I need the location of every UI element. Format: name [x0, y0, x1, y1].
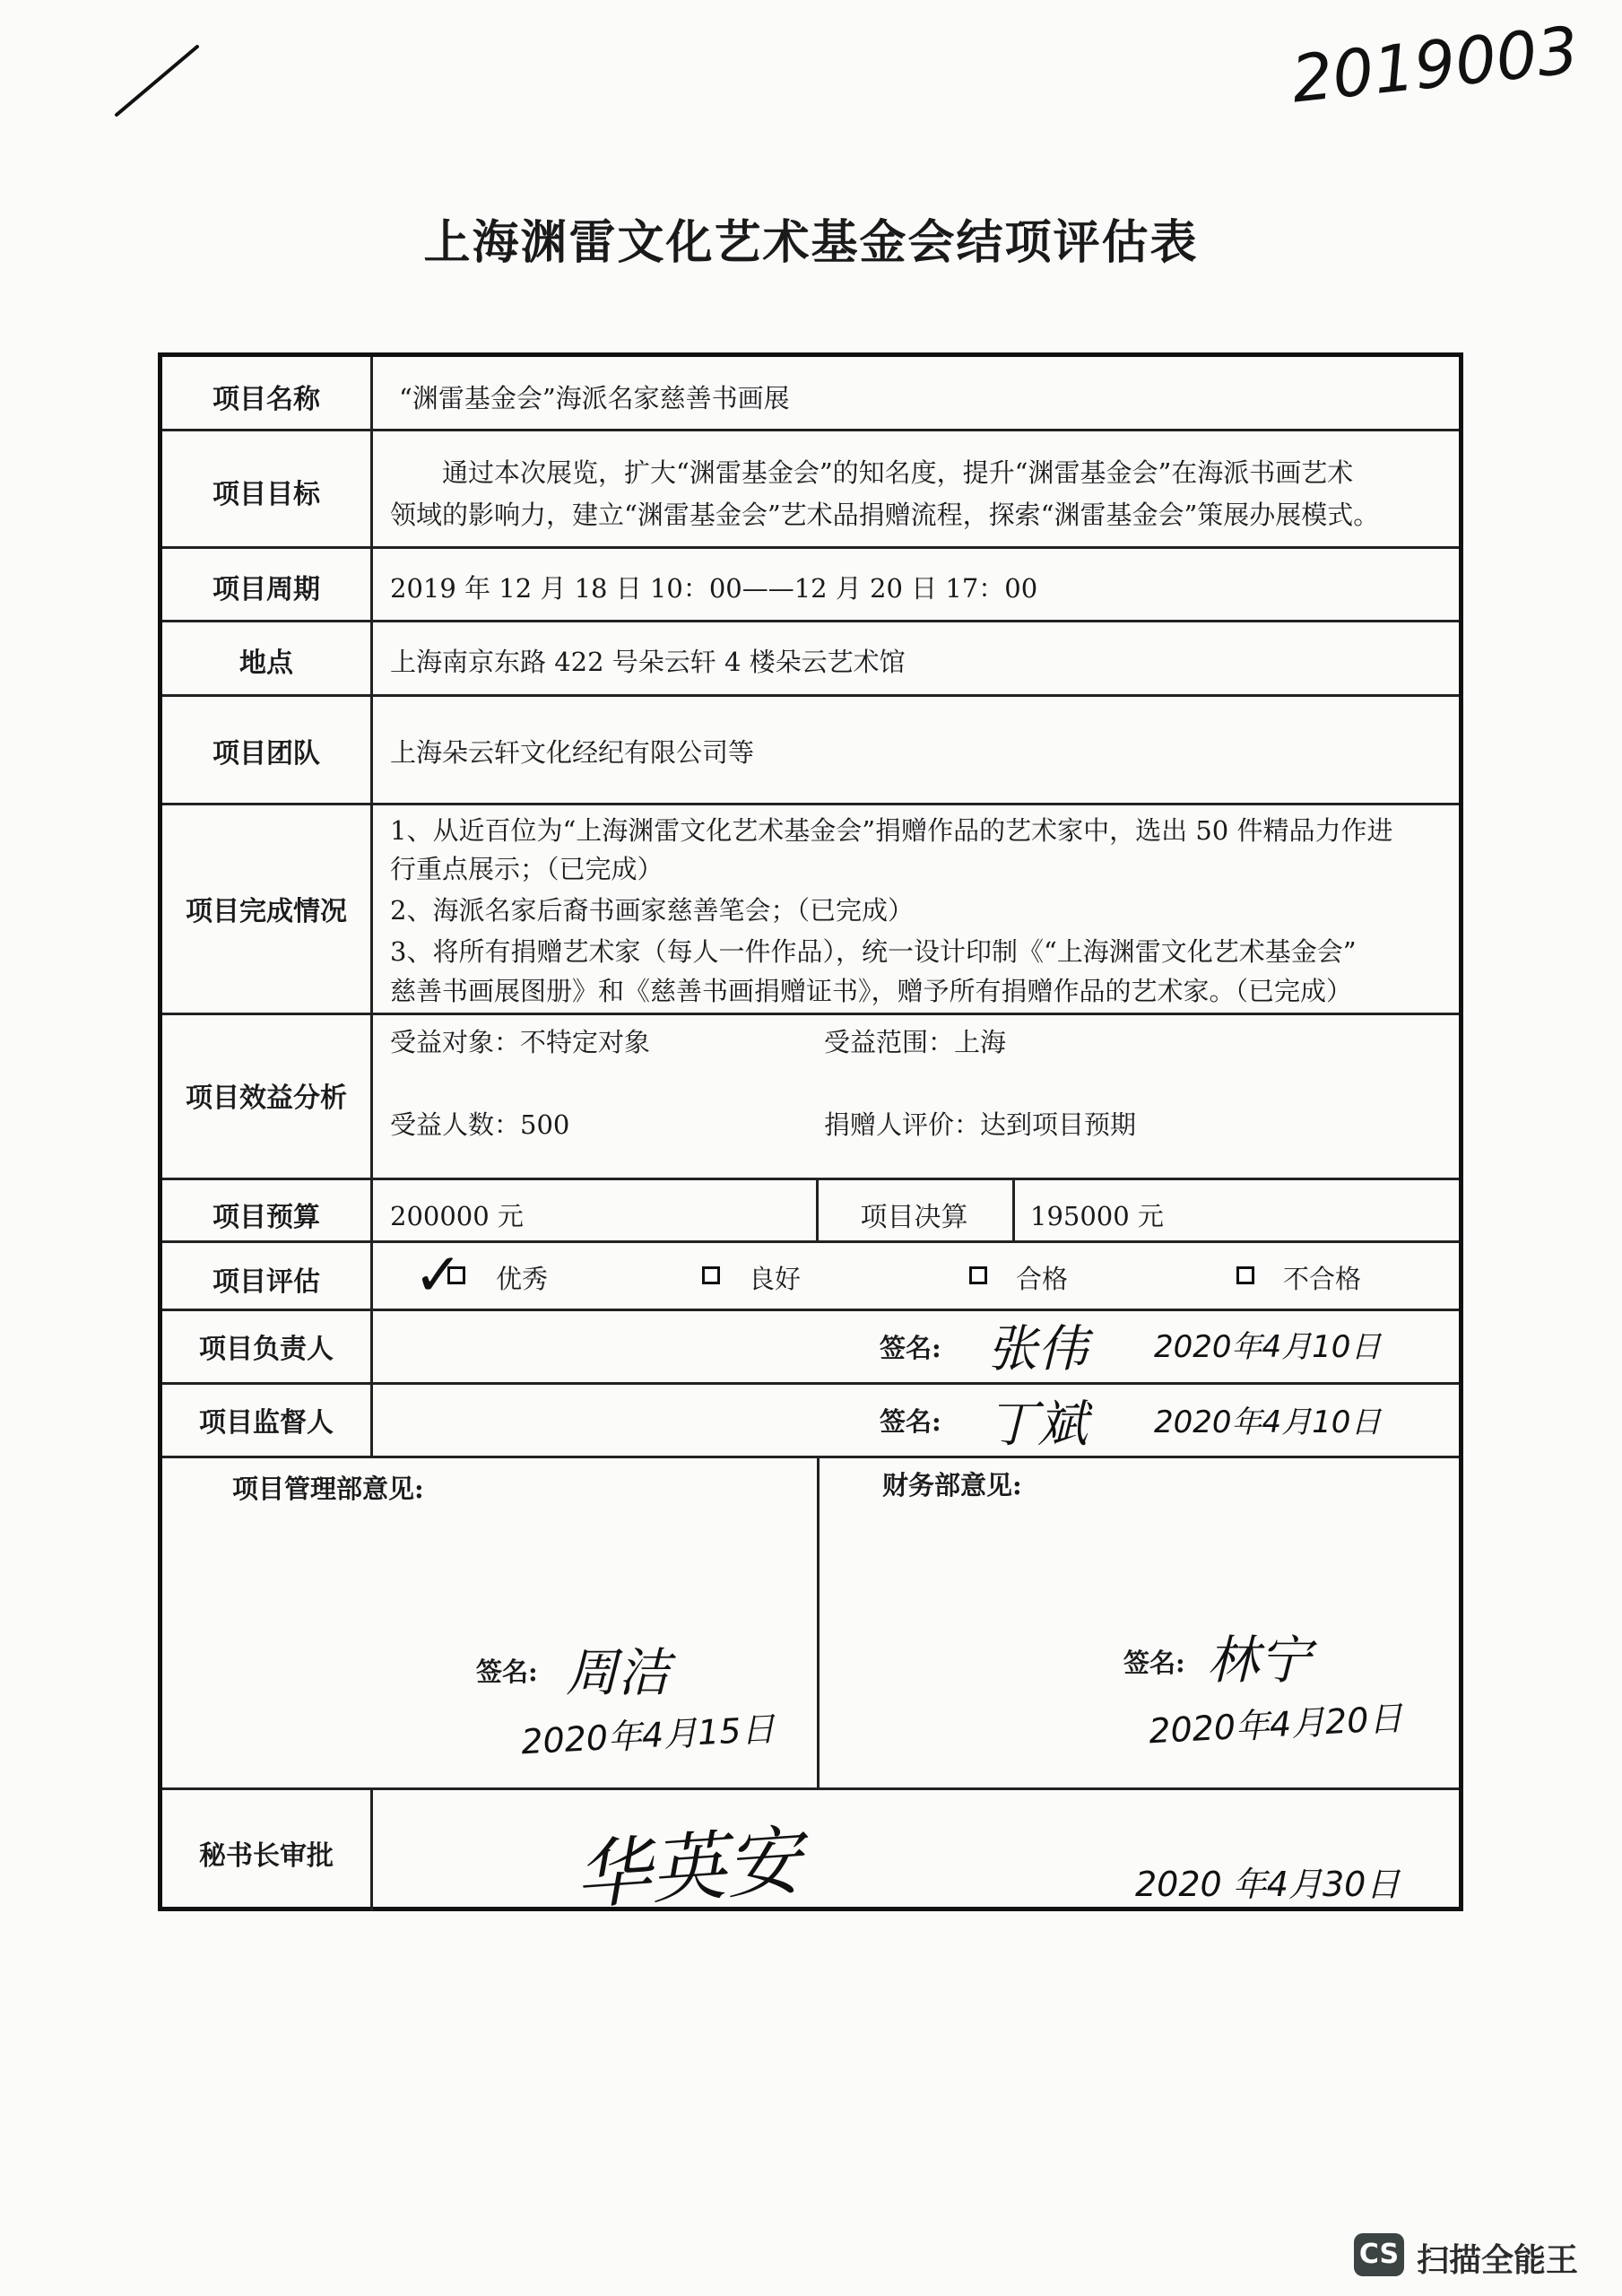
value-project-team: 上海朵云轩文化经纪有限公司等	[390, 737, 755, 768]
checkbox-fail[interactable]	[1236, 1266, 1254, 1284]
benefit-scope: 受益范围：上海	[824, 1027, 1007, 1057]
label-project-supervisor: 项目监督人	[199, 1407, 334, 1439]
leader-signature: 张伟	[987, 1320, 1088, 1378]
page-title: 上海渊雷文化艺术基金会结项评估表	[423, 215, 1199, 270]
option-pass: 合格	[1016, 1264, 1069, 1294]
value-project-goal-line1: 通过本次展览，扩大“渊雷基金会”的知名度，提升“渊雷基金会”在海派书画艺术	[442, 457, 1354, 488]
benefit-target: 受益对象：不特定对象	[390, 1027, 651, 1057]
value-final-budget: 195000 元	[1030, 1201, 1164, 1231]
option-excellent: 优秀	[496, 1264, 549, 1294]
supervisor-sign-label: 签名:	[880, 1406, 941, 1437]
label-location: 地点	[239, 648, 293, 679]
value-budget: 200000 元	[390, 1201, 524, 1231]
completion-line: 行重点展示；（已完成）	[390, 854, 664, 884]
finance-signature: 林宁	[1207, 1630, 1312, 1691]
management-sign-label: 签名:	[476, 1657, 538, 1687]
label-project-leader: 项目负责人	[199, 1334, 334, 1365]
finance-sign-date: 2020年4月20日	[1148, 1698, 1404, 1752]
value-project-period: 2019 年 12 月 18 日 10：00——12 月 20 日 17：00	[390, 573, 1038, 604]
evaluation-form	[158, 352, 1463, 1920]
label-final-budget: 项目决算	[860, 1202, 968, 1233]
option-fail: 不合格	[1283, 1264, 1362, 1294]
completion-line: 3、将所有捐赠艺术家（每人一件作品），统一设计印制《“上海渊雷文化艺术基金会”	[390, 936, 1357, 967]
completion-line: 慈善书画展图册》和《慈善书画捐赠证书》，赠予所有捐赠作品的艺术家。（已完成）	[390, 976, 1353, 1006]
serial-number: 2019003	[1288, 12, 1583, 117]
option-good: 良好	[749, 1264, 802, 1294]
label-completion: 项目完成情况	[186, 896, 347, 927]
checkbox-good[interactable]	[702, 1266, 720, 1284]
management-sign-date: 2020年4月15日	[520, 1709, 776, 1762]
completion-line: 2、海派名家后裔书画家慈善笔会；（已完成）	[390, 895, 914, 926]
benefit-evaluation: 捐赠人评价：达到项目预期	[824, 1109, 1137, 1140]
supervisor-sign-date: 2020年4月10日	[1154, 1405, 1382, 1440]
benefit-count: 受益人数：500	[390, 1109, 570, 1140]
label-secretary-approval: 秘书长审批	[199, 1840, 334, 1872]
supervisor-signature: 丁斌	[987, 1396, 1088, 1454]
secretary-signature: 华英安	[572, 1816, 804, 1920]
label-finance-opinion: 财务部意见:	[882, 1470, 1022, 1500]
label-project-name: 项目名称	[213, 384, 320, 415]
label-project-goal: 项目目标	[213, 479, 320, 510]
completion-line: 1、从近百位为“上海渊雷文化艺术基金会”捐赠作品的艺术家中，选出 50 件精品力作进	[390, 815, 1393, 846]
label-budget: 项目预算	[213, 1202, 320, 1233]
label-project-team: 项目团队	[213, 738, 320, 770]
management-signature: 周洁	[566, 1642, 671, 1703]
finance-sign-label: 签名:	[1123, 1648, 1185, 1678]
camscanner-watermark: 扫描全能王	[1417, 2242, 1579, 2279]
label-benefit-analysis: 项目效益分析	[186, 1083, 347, 1114]
label-management-opinion: 项目管理部意见:	[232, 1474, 424, 1504]
value-location: 上海南京东路 422 号朵云轩 4 楼朵云艺术馆	[390, 647, 906, 677]
value-project-goal-line2: 领域的影响力，建立“渊雷基金会”艺术品捐赠流程，探索“渊雷基金会”策展办展模式。	[390, 500, 1380, 530]
leader-sign-label: 签名:	[880, 1333, 941, 1363]
check-mark: ✓	[413, 1240, 464, 1309]
camscanner-logo: CS	[1354, 2233, 1404, 2276]
label-assessment: 项目评估	[213, 1266, 320, 1298]
pen-stroke-mark	[108, 36, 206, 126]
value-project-name: “渊雷基金会”海派名家慈善书画展	[399, 383, 790, 413]
secretary-sign-date: 2020 年4月30日	[1135, 1865, 1401, 1904]
label-project-period: 项目周期	[213, 574, 320, 605]
leader-sign-date: 2020年4月10日	[1154, 1329, 1382, 1365]
checkbox-pass[interactable]	[969, 1266, 987, 1284]
